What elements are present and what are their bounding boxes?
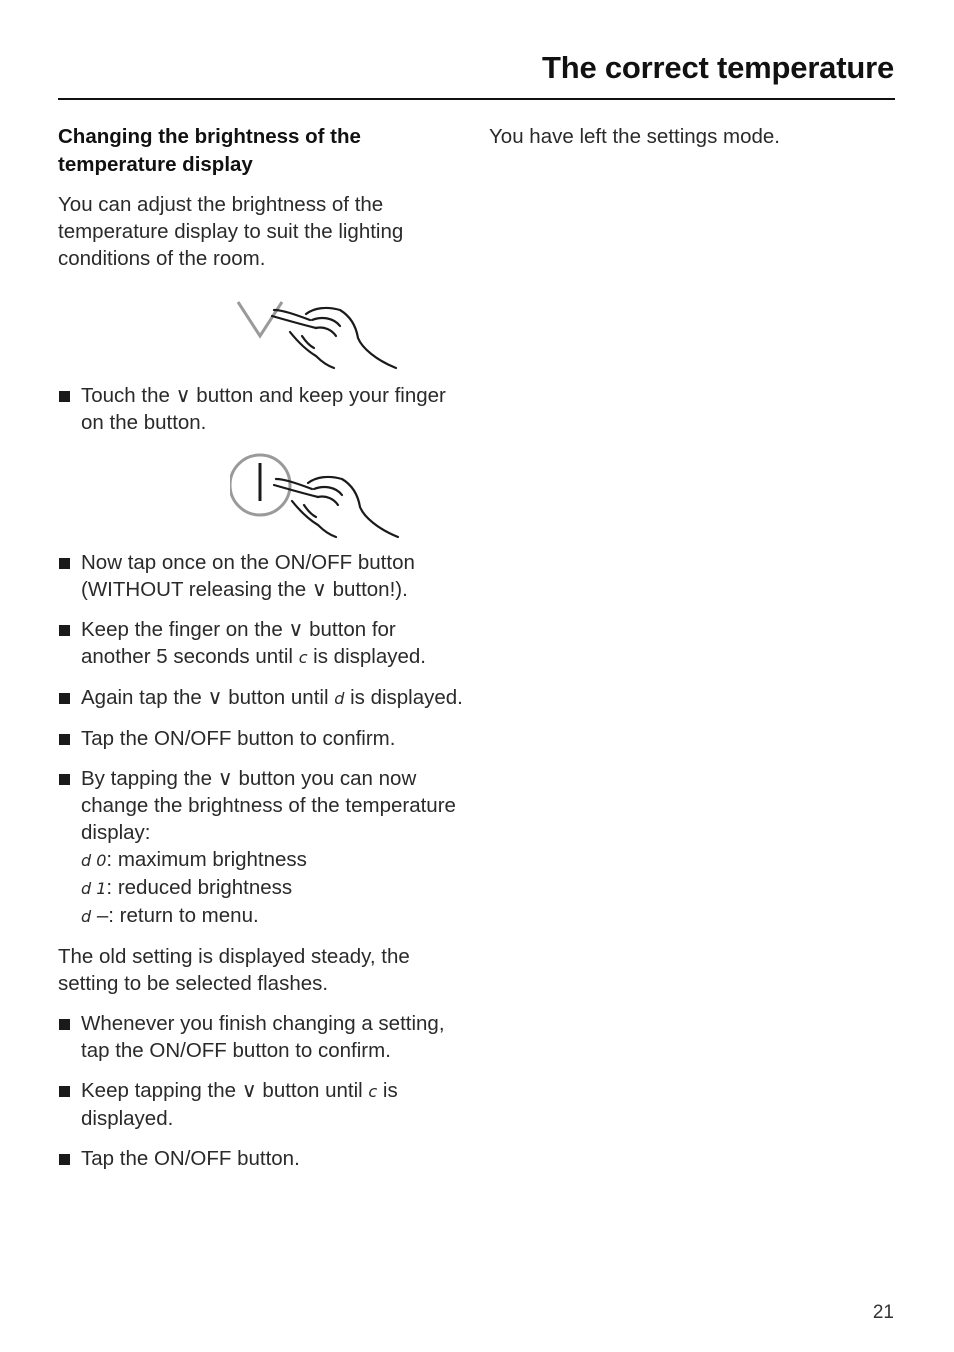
bullet-icon [59, 1154, 70, 1165]
step-change-brightness [58, 765, 468, 930]
bullet-icon [59, 774, 70, 785]
step-text: is displayed. [344, 686, 463, 709]
display-symbol-d0: d 0 [81, 851, 107, 870]
bullet-icon [59, 625, 70, 636]
step-confirm [58, 725, 468, 752]
step-text: Whenever you finish changing a setting, tap the ON/OFF button to confirm. [81, 1012, 445, 1062]
display-symbol-c: c [298, 648, 308, 667]
bullet-icon [59, 1019, 70, 1030]
step-keep-finger [58, 616, 468, 671]
step-text: Now tap once on the ON/OFF button (WITHOUT releasing the ∨ button!). [81, 551, 415, 601]
finger-touch-down-button-illustration [230, 292, 400, 372]
finger-tap-power-button-illustration [230, 449, 400, 539]
bullet-icon [59, 693, 70, 704]
step-text: Keep the finger on the ∨ button for another 5 seconds until [81, 618, 396, 668]
step-text: Touch the ∨ button and keep your finger on the button. [81, 384, 446, 434]
step-text: Again tap the ∨ button until [81, 686, 335, 709]
page-title: The correct temperature [541, 50, 894, 85]
display-symbol-d1: d 1 [81, 879, 107, 898]
step-text: Tap the ON/OFF button. [81, 1147, 300, 1170]
step-tap-until-d [58, 684, 468, 712]
option-max-brightness: : maximum brightness [106, 848, 307, 871]
display-symbol-c: c [368, 1082, 378, 1101]
step-touch-down-button [58, 382, 468, 436]
bullet-icon [59, 558, 70, 569]
display-symbol-d: d [334, 689, 345, 708]
display-symbol-d-dash: d [81, 907, 92, 926]
bullet-icon [59, 391, 70, 402]
step-finish-changing [58, 1010, 468, 1064]
left-column [58, 123, 468, 1185]
settings-exit-text: You have left the settings mode. [489, 125, 780, 148]
step-text: Keep tapping the ∨ button until [81, 1079, 369, 1102]
step-text: By tapping the ∨ button you can now change the brightness of the temperature display: [81, 767, 456, 844]
step-text: Tap the ON/OFF button to confirm. [81, 727, 396, 750]
step-text: is displayed. [81, 1079, 398, 1130]
intro-paragraph: You can adjust the brightness of the temperature display to suit the lighting conditions of the room. [58, 193, 404, 270]
note-paragraph: The old setting is displayed steady, the setting to be selected flashes. [58, 945, 410, 995]
step-keep-tapping [58, 1077, 468, 1132]
bullet-icon [59, 734, 70, 745]
option-return-to-menu: –: return to menu. [91, 904, 259, 927]
step-text: is displayed. [307, 645, 426, 668]
step-final-tap [58, 1145, 468, 1172]
down-arrow-symbol [238, 302, 282, 336]
header-divider [58, 98, 895, 100]
option-reduced-brightness: : reduced brightness [106, 876, 293, 899]
step-tap-on-off [58, 549, 468, 603]
right-column [489, 123, 889, 150]
page-number: 21 [872, 1302, 894, 1323]
section-heading: Changing the brightness of the temperature display [58, 125, 361, 176]
hand-icon [272, 308, 396, 368]
hand-icon [274, 477, 398, 537]
bullet-icon [59, 1086, 70, 1097]
